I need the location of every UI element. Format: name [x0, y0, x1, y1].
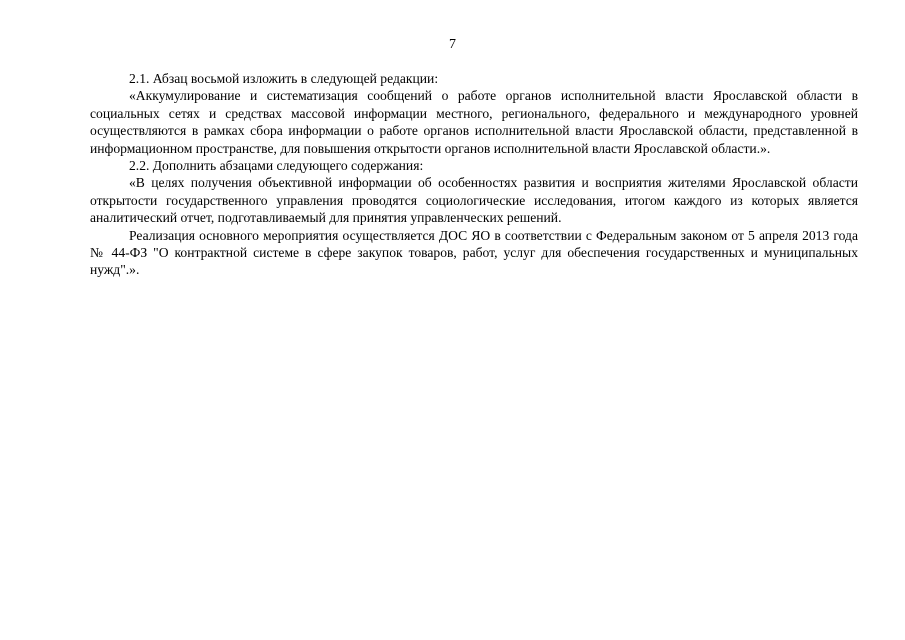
page-number: 7 — [449, 37, 456, 52]
paragraph-2-1-heading: 2.1. Абзац восьмой изложить в следующей редакции: — [129, 71, 439, 86]
paragraph-2-2-heading: 2.2. Дополнить абзацами следующего содержания: — [129, 158, 424, 174]
paragraph-2-1-text: «Аккумулирование и систематизация сообщений о работе органов исполнительной власти Ярославской области в социальных сетях и средствах массовой информации местного, регионального, федерального и международного уровней осуществляются в рамках сбора информации о работе органов исполнительной власти Ярославской области, представленной в информационном пространстве, для повышения открытости органов исполнительной власти Ярославской области.». — [90, 88, 858, 156]
paragraph-implementation: Реализация основного мероприятия осуществляется ДОС ЯО в соответствии с Федеральным законом от 5 апреля 2013 года № 44-ФЗ "О контрактной системе в сфере закупок товаров, работ, услуг для обеспечения государственных и муниципальных нужд".». — [90, 227, 858, 278]
paragraph-2-2-text: «В целях получения объективной информации об особенностях развития и восприятия жителями Ярославской области открытости государственного управления проводятся социологические исследования, итогом каждого из которых является аналитический отчет, подготавливаемый для принятия управленческих решений. — [90, 175, 858, 226]
document-body — [90, 70, 858, 279]
